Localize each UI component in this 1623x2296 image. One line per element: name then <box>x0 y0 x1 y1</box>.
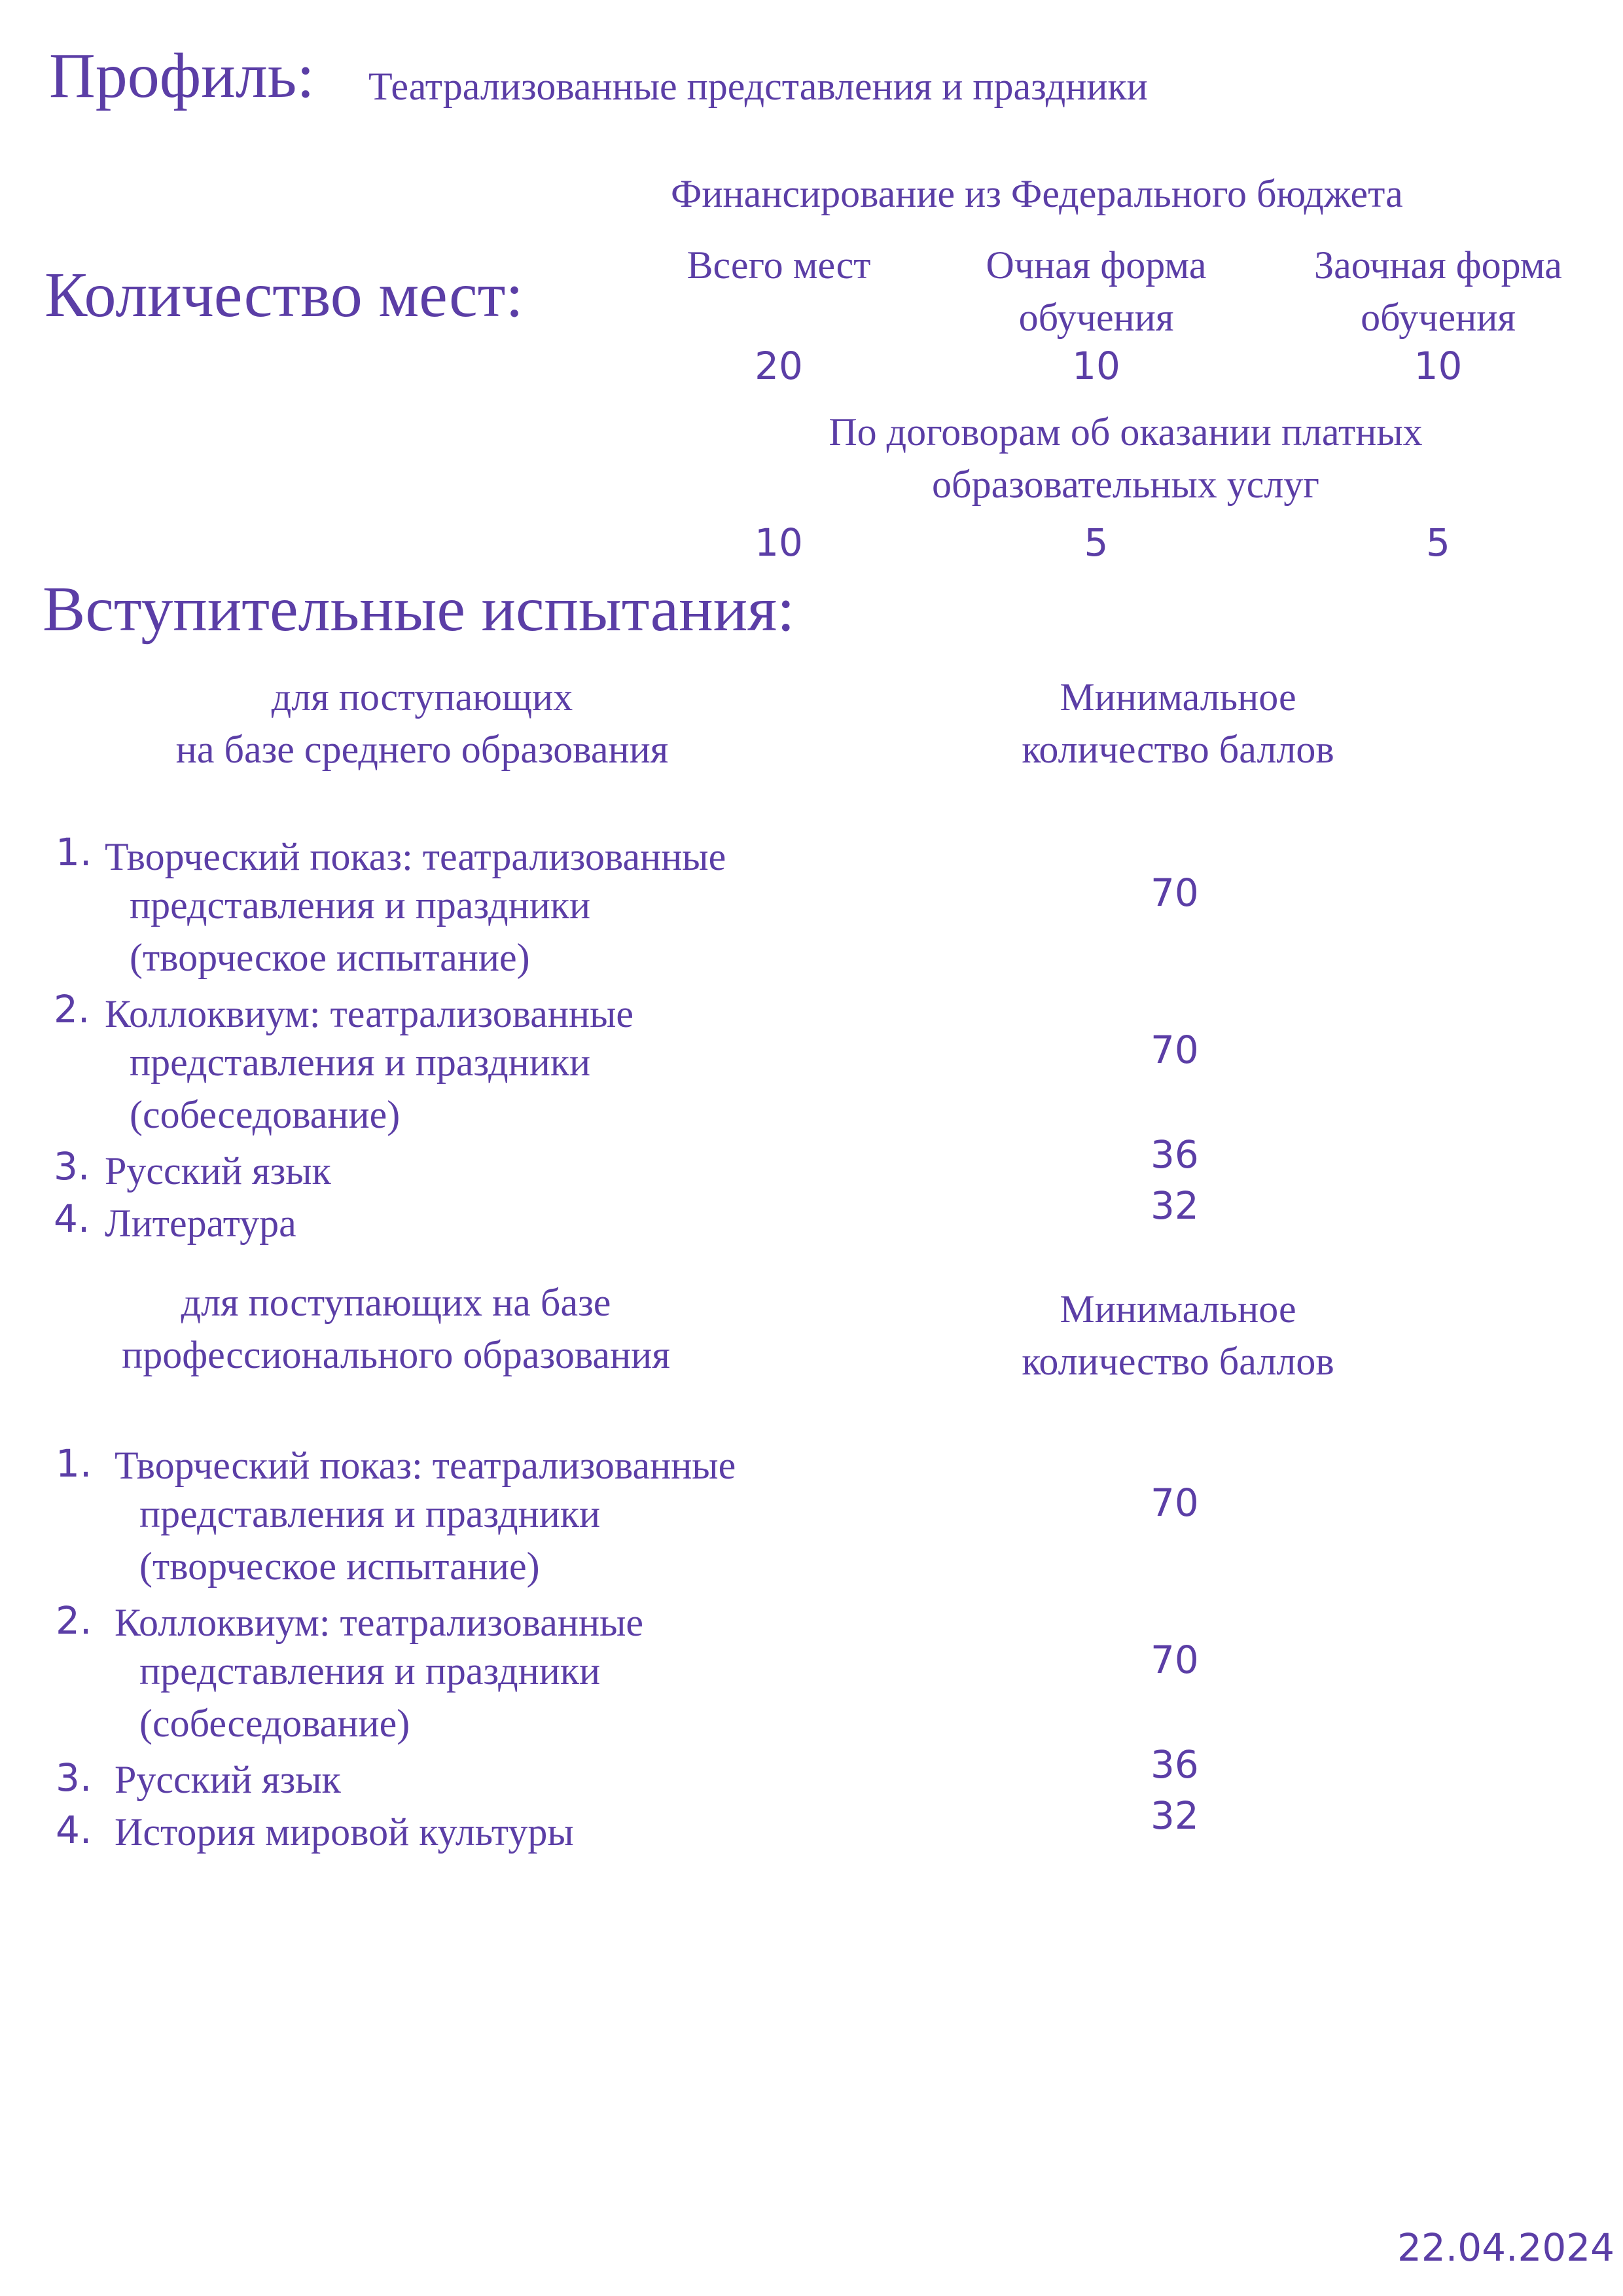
list-item-text: Коллоквиум: театрализованные <box>115 1601 644 1644</box>
list-item-number: 2. <box>54 987 90 1031</box>
list-item-score: 70 <box>1150 1480 1199 1525</box>
list-item-score: 70 <box>1150 1028 1199 1072</box>
federal-total: 20 <box>755 344 803 388</box>
paid-title: По договорам об оказании платных образовательных услуг <box>829 410 1423 506</box>
list-item-score: 70 <box>1150 1638 1199 1682</box>
list-item-text: Русский язык <box>115 1758 341 1801</box>
paid-full-time: 5 <box>1084 520 1109 565</box>
list-item-number: 1. <box>56 1441 92 1486</box>
list-item-number: 2. <box>56 1598 92 1643</box>
list-item-number: 3. <box>54 1144 90 1189</box>
list-item-text: Коллоквиум: театрализованные <box>105 992 634 1035</box>
list-item-score: 32 <box>1150 1183 1199 1228</box>
secondary-heading: для поступающих на базе среднего образования <box>175 675 669 771</box>
list-item-score: 32 <box>1150 1793 1199 1838</box>
col-total-header: Всего мест <box>687 243 871 287</box>
secondary-score-heading: Минимальное количество баллов <box>1022 675 1334 771</box>
paid-part-time: 5 <box>1426 520 1450 565</box>
federal-full-time: 10 <box>1072 344 1120 388</box>
list-item-continuation: представления и праздники (собеседование) <box>130 1041 591 1136</box>
federal-part-time: 10 <box>1414 344 1463 388</box>
places-label: Количество мест: <box>45 260 524 331</box>
list-item-number: 4. <box>54 1196 90 1241</box>
profile-value: Театрализованные представления и праздники <box>368 65 1148 108</box>
list-item-number: 3. <box>56 1755 92 1800</box>
paid-total: 10 <box>755 520 803 565</box>
col-part-time-header: Заочная форма обучения <box>1314 243 1562 339</box>
list-item-continuation: представления и праздники (творческое испытание) <box>139 1492 601 1588</box>
professional-heading: для поступающих на базе профессионального образования <box>122 1281 670 1376</box>
professional-score-heading: Минимальное количество баллов <box>1022 1287 1334 1383</box>
exams-label: Вступительные испытания: <box>43 574 795 645</box>
list-item-score: 70 <box>1150 870 1199 915</box>
list-item-number: 1. <box>56 830 92 874</box>
federal-title: Финансирование из Федерального бюджета <box>671 172 1403 215</box>
list-item-score: 36 <box>1150 1132 1199 1177</box>
list-item-continuation: представления и праздники (собеседование) <box>139 1649 601 1745</box>
list-item-number: 4. <box>56 1808 92 1852</box>
list-item-text: Творческий показ: театрализованные <box>105 835 726 878</box>
document-date: 22.04.2024 <box>1397 2225 1615 2270</box>
list-item-text: Русский язык <box>105 1149 331 1193</box>
list-item-continuation: представления и праздники (творческое испытание) <box>130 884 591 979</box>
list-item-text: История мировой культуры <box>115 1810 574 1854</box>
list-item-score: 36 <box>1150 1742 1199 1787</box>
col-full-time-header: Очная форма обучения <box>986 243 1207 339</box>
profile-label: Профиль: <box>49 41 315 111</box>
list-item-text: Литература <box>105 1202 296 1245</box>
list-item-text: Творческий показ: театрализованные <box>115 1444 736 1487</box>
